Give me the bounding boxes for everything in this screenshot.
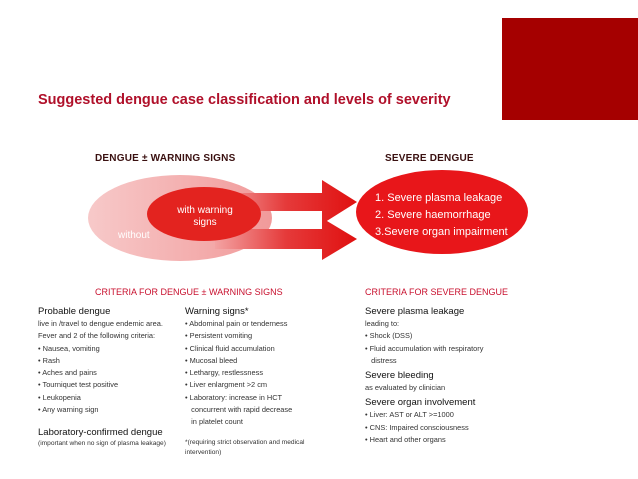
warning-line: • Liver enlargment >2 cm [185, 380, 268, 390]
lab-confirmed-heading: Laboratory-confirmed dengue [38, 427, 163, 439]
severe-plasma-heading: Severe plasma leakage [365, 306, 465, 317]
criteria-line: • Tourniquet test positive [38, 380, 119, 390]
severe-line: • CNS: Impaired consciousness [365, 422, 469, 432]
lab-confirmed-note: (important when no sign of plasma leakage) [38, 440, 166, 448]
criteria-dengue-header: CRITERIA FOR DENGUE ± WARNING SIGNS [95, 287, 283, 297]
criteria-line: • Rash [38, 355, 60, 365]
criteria-line: • Any warning sign [38, 405, 99, 415]
severe-line: as evaluated by clinician [365, 383, 446, 393]
warning-signs-column [185, 305, 304, 458]
slide-title: Suggested dengue case classification and levels of severity [38, 92, 451, 108]
severe-line: • Heart and other organs [365, 435, 446, 445]
warning-line: • Laboratory: increase in HCT [185, 392, 283, 402]
severe-organ-heading: Severe organ involvement [365, 397, 476, 409]
probable-dengue-column [38, 305, 166, 449]
severe-dengue-list [375, 190, 508, 241]
criteria-severe-header: CRITERIA FOR SEVERE DENGUE [365, 287, 509, 297]
warning-line: in platelet count [185, 417, 243, 427]
severe-line: • Fluid accumulation with respiratory [365, 343, 484, 353]
warning-note-line1: *(requiring strict observation and medical [185, 438, 305, 446]
warning-signs-heading: Warning signs* [185, 306, 249, 317]
severe-item: 1. Severe plasma leakage [375, 192, 503, 204]
criteria-line: live in /travel to dengue endemic area. [38, 319, 163, 328]
severe-item: 2. Severe haemorrhage [375, 209, 491, 221]
criteria-line: Fever and 2 of the following criteria: [38, 331, 156, 341]
warning-line: • Abdominal pain or tenderness [185, 319, 288, 328]
without-label: without [118, 230, 150, 241]
severe-line: leading to: [365, 319, 400, 328]
with-warning-signs-label: with warning signs [177, 205, 233, 228]
criteria-line: • Leukopenia [38, 392, 81, 402]
dengue-warning-signs-header: DENGUE ± WARNING SIGNS [95, 153, 236, 164]
severe-line: • Liver: AST or ALT >=1000 [365, 410, 454, 420]
severe-line: • Shock (DSS) [365, 331, 413, 341]
warning-line: • Mucosal bleed [185, 355, 238, 365]
severe-item: 3.Severe organ impairment [375, 226, 508, 238]
warning-note-line2: intervention) [185, 448, 222, 456]
warning-line: • Persistent vomiting [185, 331, 253, 341]
severe-line: distress [365, 355, 397, 365]
criteria-line: • Nausea, vomiting [38, 343, 100, 353]
severe-dengue-header: SEVERE DENGUE [385, 153, 474, 164]
probable-dengue-heading: Probable dengue [38, 306, 111, 317]
severe-bleeding-heading: Severe bleeding [365, 370, 434, 382]
criteria-line: • Aches and pains [38, 368, 97, 378]
warning-line: • Clinical fluid accumulation [185, 343, 275, 353]
warning-line: • Lethargy, restlessness [185, 368, 264, 378]
severe-criteria-column [365, 305, 483, 446]
warning-line: concurrent with rapid decrease [185, 405, 293, 415]
